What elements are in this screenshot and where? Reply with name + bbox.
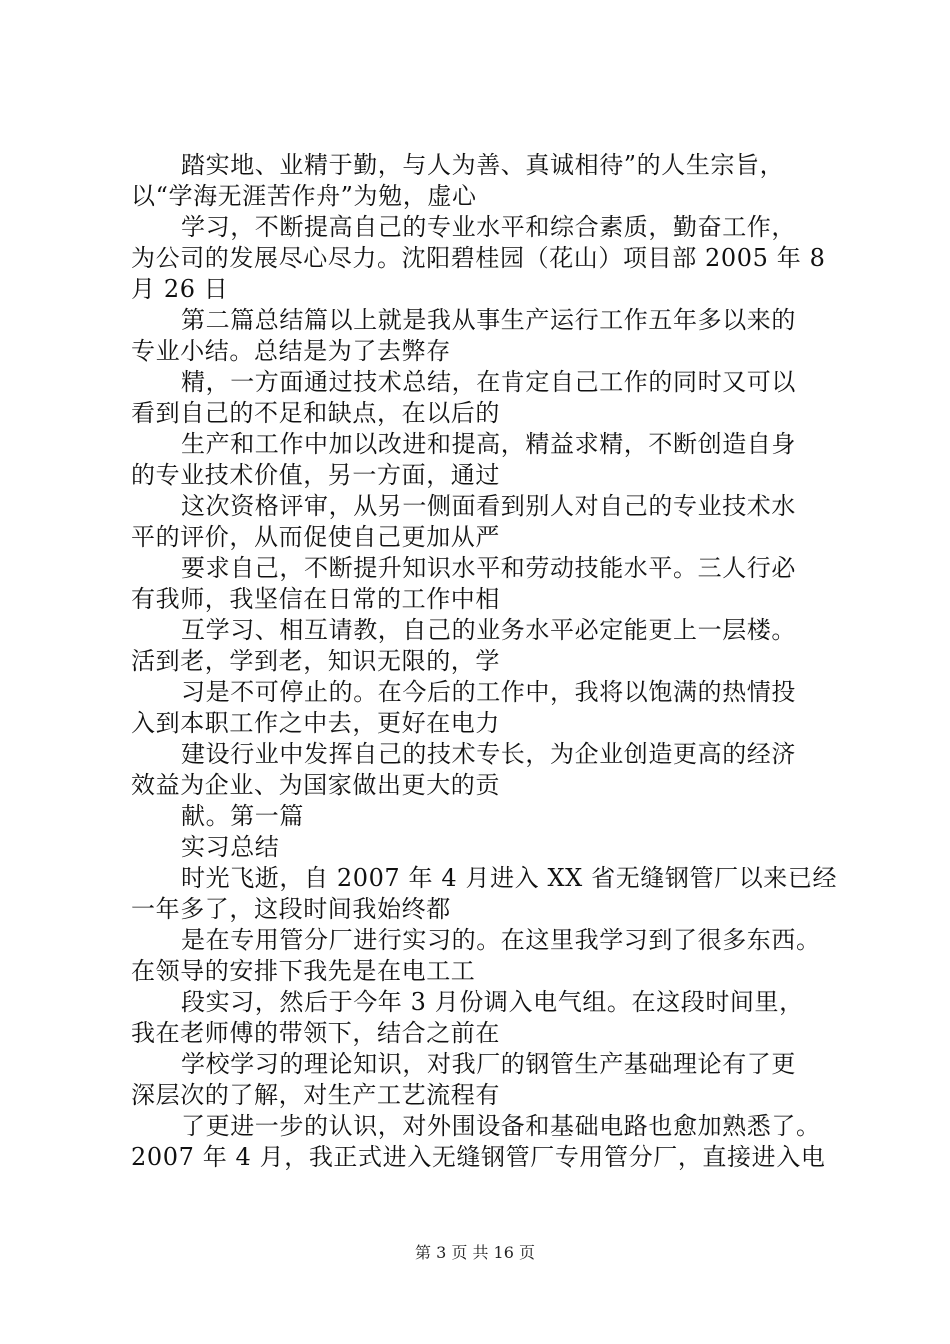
document-body — [131, 150, 851, 1173]
text-line: 学校学习的理论知识，对我厂的钢管生产基础理论有了更 — [181, 1050, 796, 1078]
text-line: 这次资格评审，从另一侧面看到别人对自己的专业技术水 — [181, 492, 796, 520]
text-line: 专业小结。总结是为了去弊存 — [131, 337, 451, 365]
text-line: 建设行业中发挥自己的技术专长，为企业创造更高的经济 — [181, 740, 796, 768]
text-line: 2007 年 4 月，我正式进入无缝钢管厂专用管分厂，直接进入电 — [131, 1143, 826, 1171]
text-line: 效益为企业、为国家做出更大的贡 — [131, 771, 500, 799]
text-line: 看到自己的不足和缺点，在以后的 — [131, 399, 500, 427]
text-line: 我在老师傅的带领下，结合之前在 — [131, 1019, 500, 1047]
text-line: 以“学海无涯苦作舟”为勉，虚心 — [131, 182, 477, 210]
text-line: 时光飞逝，自 2007 年 4 月进入 XX 省无缝钢管厂以来已经 — [181, 864, 838, 892]
text-line: 踏实地、业精于勤，与人为善、真诚相待”的人生宗旨， — [181, 151, 785, 179]
text-line: 互学习、相互请教，自己的业务水平必定能更上一层楼。 — [181, 616, 796, 644]
text-line: 月 26 日 — [131, 275, 229, 303]
text-line: 一年多了，这段时间我始终都 — [131, 895, 451, 923]
text-line: 入到本职工作之中去，更好在电力 — [131, 709, 500, 737]
text-line: 是在专用管分厂进行实习的。在这里我学习到了很多东西。 — [181, 926, 821, 954]
page-footer — [0, 1243, 950, 1263]
page-number: 第 3 页 共 16 页 — [415, 1243, 535, 1262]
text-line: 在领导的安排下我先是在电工工 — [131, 957, 476, 985]
text-line: 深层次的了解，对生产工艺流程有 — [131, 1081, 500, 1109]
text-line: 要求自己，不断提升知识水平和劳动技能水平。三人行必 — [181, 554, 796, 582]
text-line: 献。第一篇 — [181, 802, 304, 830]
text-line: 活到老，学到老，知识无限的，学 — [131, 647, 500, 675]
text-line: 平的评价，从而促使自己更加从严 — [131, 523, 500, 551]
text-line: 习是不可停止的。在今后的工作中，我将以饱满的热情投 — [181, 678, 796, 706]
text-line: 了更进一步的认识，对外围设备和基础电路也愈加熟悉了。 — [181, 1112, 821, 1140]
text-line: 第二篇总结篇以上就是我从事生产运行工作五年多以来的 — [181, 306, 796, 334]
text-line: 的专业技术价值，另一方面，通过 — [131, 461, 500, 489]
text-line: 生产和工作中加以改进和提高，精益求精，不断创造自身 — [181, 430, 796, 458]
text-line: 有我师，我坚信在日常的工作中相 — [131, 585, 500, 613]
text-line: 实习总结 — [181, 833, 280, 861]
text-line: 学习，不断提高自己的专业水平和综合素质，勤奋工作， — [181, 213, 796, 241]
text-line: 为公司的发展尽心尽力。沈阳碧桂园（花山）项目部 2005 年 8 — [131, 244, 826, 272]
text-line: 精，一方面通过技术总结，在肯定自己工作的同时又可以 — [181, 368, 796, 396]
text-line: 段实习，然后于今年 3 月份调入电气组。在这段时间里， — [181, 988, 804, 1016]
